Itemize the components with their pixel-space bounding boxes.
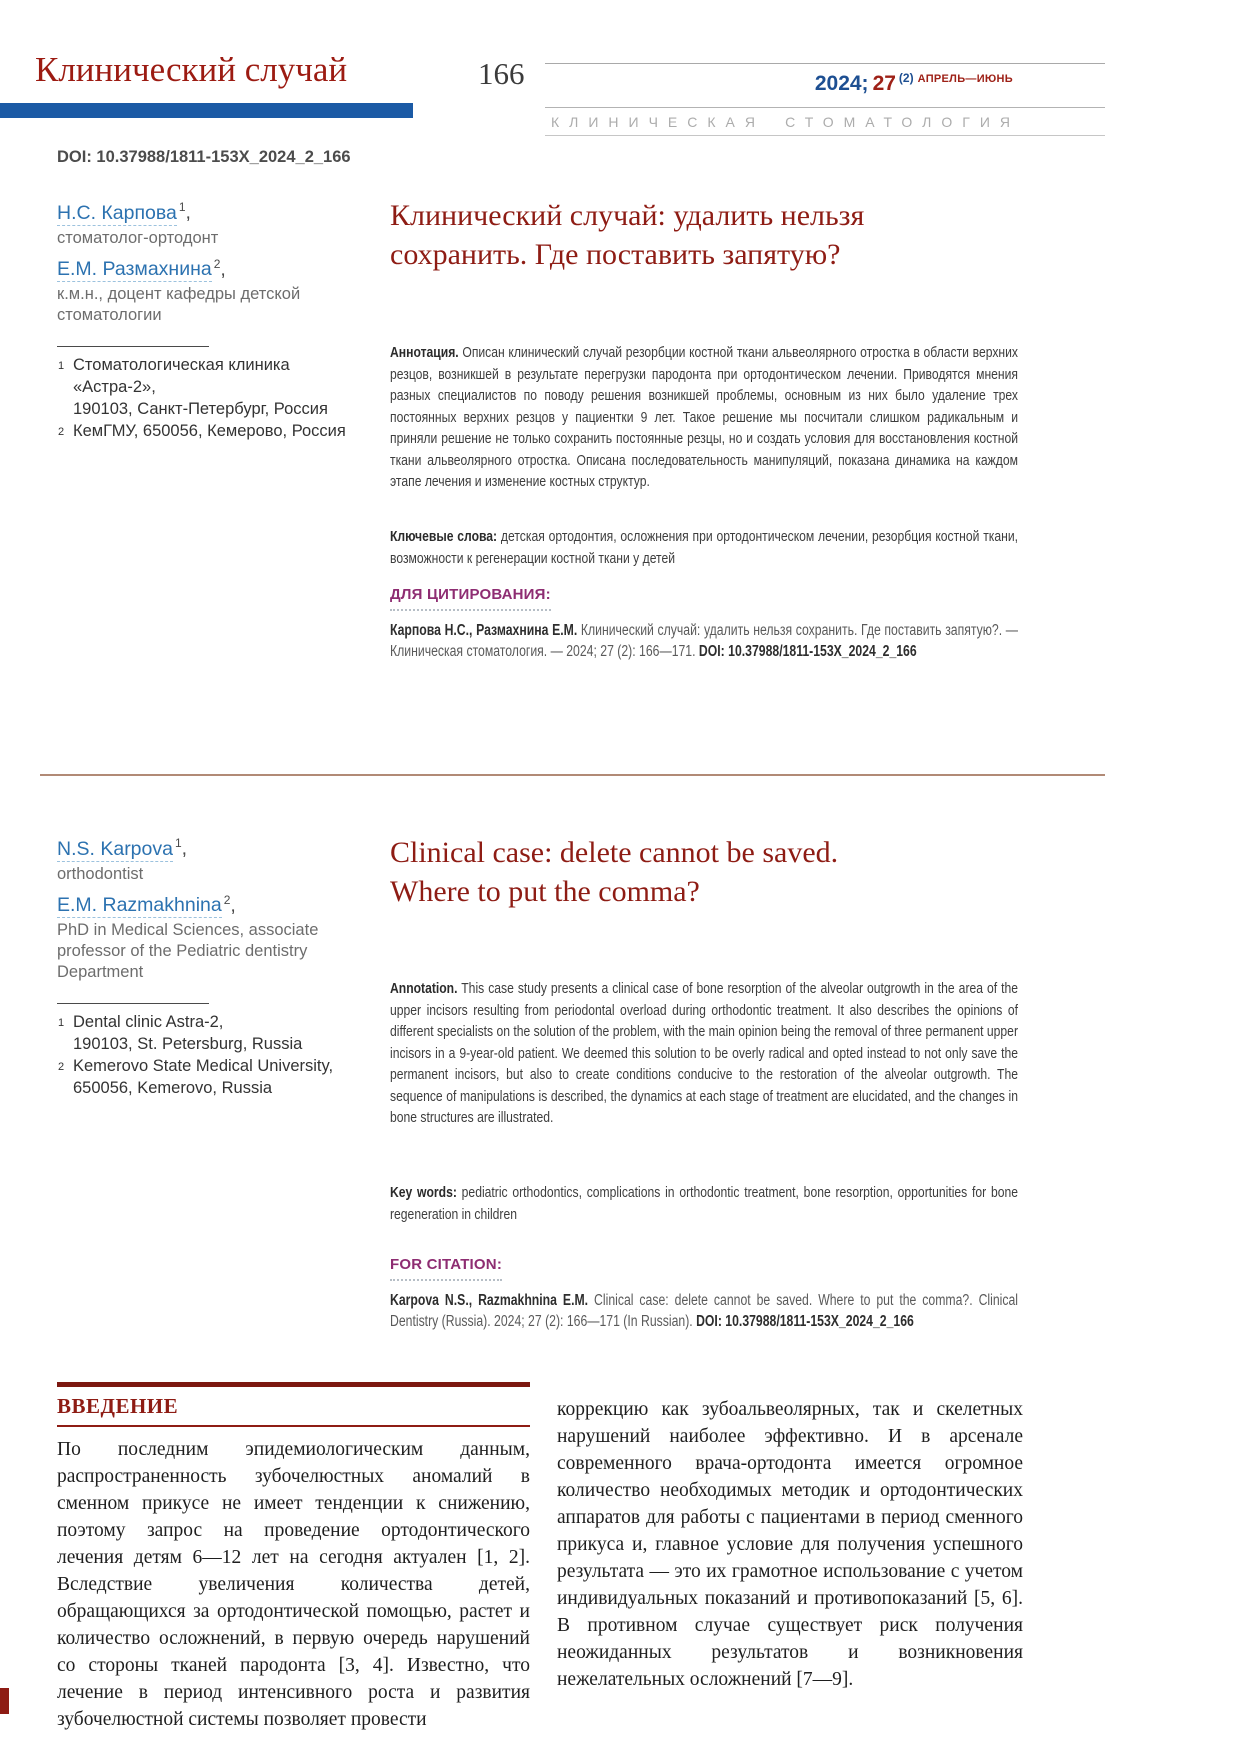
author-line bbox=[57, 836, 375, 861]
annotation-label-ru: Аннотация. bbox=[390, 344, 459, 361]
page-number: 166 bbox=[478, 56, 525, 91]
journal-name-word1: КЛИНИЧЕСКАЯ bbox=[551, 114, 765, 130]
author-line bbox=[57, 893, 375, 918]
volume-months: АПРЕЛЬ—ИЮНЬ bbox=[917, 73, 1013, 85]
keywords-text-en: pediatric orthodontics, complications in orthodontic treatment, bone resorption, opportunities for bone regeneration in children bbox=[390, 1184, 1018, 1223]
journal-name-word2: СТОМАТОЛОГИЯ bbox=[785, 114, 1020, 130]
author-line bbox=[57, 257, 375, 282]
introduction-right-column bbox=[557, 1396, 1023, 1693]
article-title-en-line2: Where to put the comma? bbox=[390, 875, 700, 908]
author-affiliation-sup: 1 bbox=[174, 836, 182, 850]
citation-body-en: Clinical case: delete cannot be saved. Where to put the comma?. Clinical Dentistry (Russia). 2024; 27 (2): 166—171 (In Russian). bbox=[390, 1292, 1019, 1330]
author-separator: , bbox=[185, 201, 191, 224]
annotation-label-en: Annotation. bbox=[390, 980, 458, 997]
affiliation-en-1 bbox=[57, 1011, 375, 1055]
author-affiliation-sup: 2 bbox=[213, 256, 221, 271]
section-label: Клинический случай bbox=[35, 50, 348, 89]
affiliation-ru-1 bbox=[57, 354, 375, 420]
article-title-ru-line2: сохранить. Где поставить запятую? bbox=[390, 238, 841, 271]
footnote-divider bbox=[57, 346, 209, 347]
author-role: PhD in Medical Sciences, associate professor of the Pediatric dentistry Department bbox=[57, 921, 319, 981]
volume-issue: (2) bbox=[898, 71, 914, 85]
authors-block-en bbox=[57, 836, 375, 1099]
author-affiliation-sup: 2 bbox=[223, 892, 231, 907]
citation-en bbox=[390, 1290, 1018, 1332]
author-affiliation-sup: 1 bbox=[178, 200, 186, 214]
affiliation-line: 650056, Kemerovo, Russia bbox=[73, 1079, 273, 1097]
affiliation-line: Kemerovo State Medical University, bbox=[73, 1057, 334, 1075]
introduction-left-column bbox=[57, 1382, 530, 1733]
affiliation-sup: 2 bbox=[58, 1061, 65, 1073]
footnote-divider bbox=[57, 1003, 209, 1004]
journal-name-strip bbox=[545, 107, 1105, 136]
volume-info bbox=[545, 69, 1013, 96]
affiliation-sup: 1 bbox=[58, 1017, 65, 1029]
citation-authors-en: Karpova N.S., Razmakhnina E.M. bbox=[390, 1292, 589, 1309]
annotation-en bbox=[390, 978, 1018, 1129]
author-role: к.м.н., доцент кафедры детской стоматологии bbox=[57, 285, 301, 324]
article-title-en-line1: Clinical case: delete cannot be saved. bbox=[390, 836, 839, 869]
introduction-text-col2: коррекцию как зубоальвеолярных, так и скелетных нарушений наиболее эффективно. И в арсенале современного врача-ортодонта имеется огромное количество необходимых методик и ортодонтических аппаратов для работы с пациентами в период сменного прикуса и, главное условие для получения успешного результата — это их грамотное использование с учетом индивидуальных показаний и противопоказаний [5, 6]. В противном случае существует риск получения неожиданных результатов и возникновения нежелательных осложнений [7—9]. bbox=[557, 1399, 1023, 1690]
author-separator: , bbox=[220, 258, 226, 280]
header-blue-bar bbox=[0, 103, 413, 118]
author-separator: , bbox=[181, 837, 188, 860]
author-role: стоматолог-ортодонт bbox=[57, 228, 219, 247]
author-link-razmakhnina-ru[interactable]: Е.М. Размахнина bbox=[57, 258, 212, 280]
affiliation-sup: 1 bbox=[58, 360, 65, 372]
keywords-text-ru: детская ортодонтия, осложнения при ортодонтическом лечении, резорбция костной ткани, возможности к регенерации костной ткани у детей bbox=[390, 528, 1019, 567]
citation-doi-en: DOI: 10.37988/1811-153X_2024_2_166 bbox=[696, 1313, 914, 1330]
article-title-ru-line1: Клинический случай: удалить нельзя bbox=[390, 199, 865, 232]
keywords-label-en: Key words: bbox=[390, 1184, 457, 1201]
annotation-text-en: This case study presents a clinical case of bone resorption of the alveolar outgrowth in the area of the upper incisors resulting from periodontal overload during orthodontic treatment. It also describes the opinions of different specialists on the solution of the problem, with the main opinion being the removal of three permanent upper incisors in a 9-year-old patient. We deemed this solution to be overly radical and opted instead to not only save the permanent incisors, but also to create conditions conducive to the restoration of the alveolar outgrowth. The sequence of manipulations is described, the dynamics at each stage of treatment are elucidated, and the changes in bone structures are illustrated. bbox=[390, 980, 1018, 1126]
affiliation-ru-2 bbox=[57, 420, 375, 442]
authors-block-ru bbox=[57, 200, 375, 442]
keywords-en bbox=[390, 1182, 1018, 1225]
volume-number: 27 bbox=[872, 72, 896, 95]
author-separator: , bbox=[230, 894, 236, 916]
affiliation-line: 190103, Санкт-Петербург, Россия bbox=[73, 400, 328, 418]
introduction-heading-block bbox=[57, 1382, 530, 1427]
volume-issue-months bbox=[899, 69, 1013, 87]
author-link-karpova-en[interactable]: N.S. Karpova bbox=[57, 837, 173, 860]
article-title-en bbox=[390, 833, 838, 911]
author-role: orthodontist bbox=[57, 864, 144, 883]
author-link-razmakhnina-en[interactable]: E.M. Razmakhnina bbox=[57, 894, 222, 916]
annotation-text-ru: Описан клинический случай резорбции костной ткани альвеолярного отростка в области верхних резцов, возникшей в результате перегрузки пародонта при ортодонтическом лечении. Приводятся мнения разных специалистов по поводу решения возникшей проблемы, основным из них было удаление трех постоянных верхних резцов у пациентки 9 лет. Такое решение мы посчитали слишком радикальным и приняли решение не только сохранить постоянные резцы, но и создать условия для восстановления костной ткани альвеолярного отростка. Описана последовательность манипуляций, показана динамика на каждом этапе лечения и изменение костных структур. bbox=[390, 344, 1018, 490]
for-citation-heading-ru: ДЛЯ ЦИТИРОВАНИЯ: bbox=[390, 586, 551, 611]
citation-authors-ru: Карпова Н.С., Размахнина Е.М. bbox=[390, 622, 578, 639]
citation-ru bbox=[390, 620, 1018, 662]
keywords-ru bbox=[390, 526, 1018, 569]
affiliation-line: Dental clinic Astra-2, bbox=[73, 1013, 224, 1031]
affiliation-en-2 bbox=[57, 1055, 375, 1099]
affiliation-line: 190103, St. Petersburg, Russia bbox=[73, 1035, 303, 1053]
for-citation-heading-en: FOR CITATION: bbox=[390, 1256, 502, 1281]
article-title-ru bbox=[390, 196, 864, 274]
header-top-rule bbox=[545, 63, 1105, 64]
volume-year: 2024; bbox=[814, 72, 869, 95]
affiliation-sup: 2 bbox=[58, 426, 65, 438]
doi-header: DOI: 10.37988/1811-153X_2024_2_166 bbox=[57, 148, 351, 166]
affiliation-line: КемГМУ, 650056, Кемерово, Россия bbox=[73, 422, 346, 440]
affiliation-line: Стоматологическая клиника «Астра-2», bbox=[73, 356, 290, 396]
citation-doi-ru: DOI: 10.37988/1811-153X_2024_2_166 bbox=[698, 643, 917, 660]
language-section-divider bbox=[40, 774, 1105, 776]
introduction-heading: ВВЕДЕНИЕ bbox=[57, 1394, 179, 1418]
author-link-karpova-ru[interactable]: Н.С. Карпова bbox=[57, 201, 177, 224]
author-line bbox=[57, 200, 375, 225]
page-corner-mark bbox=[0, 1688, 9, 1714]
keywords-label-ru: Ключевые слова: bbox=[390, 528, 498, 545]
annotation-ru bbox=[390, 342, 1018, 493]
citation-body-ru: Клинический случай: удалить нельзя сохранить. Где поставить запятую?. — Клиническая стоматология. — 2024; 27 (2): 166—171. bbox=[390, 622, 1018, 660]
introduction-text-col1: По последним эпидемиологическим данным, распространенность зубочелюстных аномалий в сменном прикусе не имеет тенденции к снижению, поэтому запрос на проведение ортодонтического лечения детям 6—12 лет на сегодня актуален [1, 2]. Вследствие увеличения количества детей, обращающихся за ортодонтической помощью, растет и количество осложнений, в первую очередь нарушений со стороны тканей пародонта [3, 4]. Известно, что лечение в период интенсивного роста и развития зубочелюстной системы позволяет провести bbox=[57, 1439, 530, 1730]
